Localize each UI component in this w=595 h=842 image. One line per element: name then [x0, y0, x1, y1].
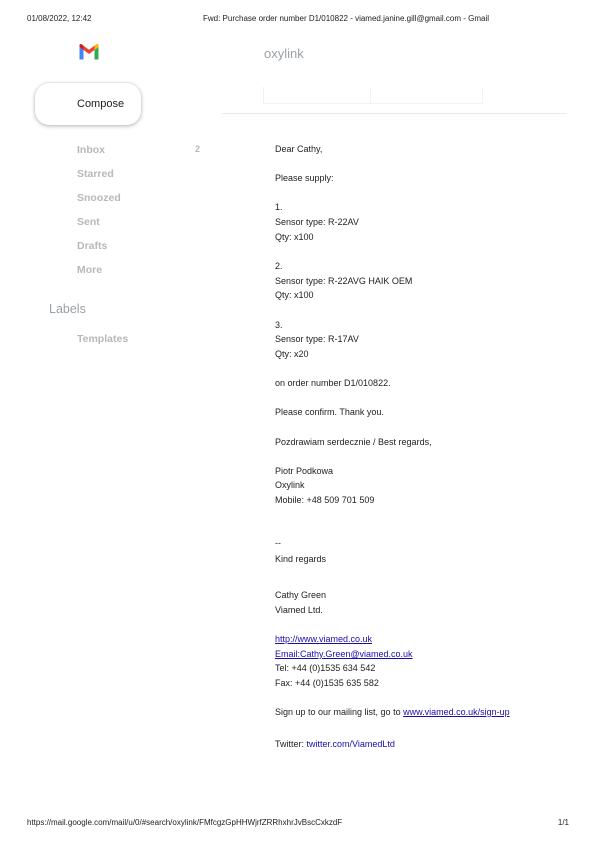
order-line: on order number D1/010822.	[275, 378, 391, 388]
sidebar-item-starred[interactable]: Starred	[77, 168, 114, 180]
sidebar-item-sent[interactable]: Sent	[77, 216, 100, 228]
sidebar-item-drafts[interactable]: Drafts	[77, 240, 108, 252]
print-page-title: Fwd: Purchase order number D1/010822 - viamed.janine.gill@gmail.com - Gmail	[203, 14, 490, 23]
closing-line: Pozdrawiam serdecznie / Best regards,	[275, 437, 432, 447]
signature-separator: --	[275, 538, 281, 548]
signup-link[interactable]: www.viamed.co.uk/sign-up	[403, 707, 510, 717]
sidebar-item-more[interactable]: More	[77, 264, 103, 276]
website-link[interactable]: http://www.viamed.co.uk	[275, 634, 373, 644]
print-url: https://mail.google.com/mail/u/0/#search/oxylink/FMfcgzGpHHWjrfZRRhxhrJvBscCxkzdF	[27, 818, 343, 827]
item-number: 2.	[275, 261, 283, 271]
twitter-label: Twitter:	[275, 739, 307, 747]
kind-regards: Kind regards	[275, 554, 327, 564]
item-sensor: Sensor type: R-22AV	[275, 217, 359, 227]
item-qty: Qty: x20	[275, 349, 309, 359]
sender-name: Piotr Podkowa	[275, 466, 334, 476]
item-sensor: Sensor type: R-17AV	[275, 334, 359, 344]
sidebar-item-inbox[interactable]: Inbox	[77, 144, 105, 156]
signature-fax: Fax: +44 (0)1535 635 582	[275, 678, 379, 688]
signature-tel: Tel: +44 (0)1535 634 542	[275, 663, 376, 673]
toolbar-segment[interactable]	[263, 87, 371, 104]
print-page-number: 1/1	[557, 818, 569, 827]
content-clip	[270, 737, 590, 747]
header-divider	[222, 113, 567, 114]
greeting: Dear Cathy,	[275, 144, 323, 154]
signature-company: Viamed Ltd.	[275, 605, 323, 615]
sidebar-label-templates[interactable]: Templates	[77, 333, 129, 345]
mailing-list-text: Sign up to our mailing list, go to	[275, 707, 404, 717]
compose-button[interactable]: Compose	[35, 83, 141, 125]
twitter-link[interactable]: twitter.com/ViamedLtd	[306, 739, 395, 747]
item-qty: Qty: x100	[275, 232, 314, 242]
twitter-line	[275, 739, 395, 747]
item-sensor: Sensor type: R-22AVG HAIK OEM	[275, 276, 413, 286]
item-number: 1.	[275, 202, 283, 212]
intro-line: Please supply:	[275, 173, 334, 183]
toolbar-segment[interactable]	[370, 87, 483, 104]
sidebar-item-snoozed[interactable]: Snoozed	[77, 192, 121, 204]
sender-company: Oxylink	[275, 480, 305, 490]
gmail-logo-icon[interactable]	[78, 43, 100, 61]
print-datetime: 01/08/2022, 12:42	[27, 14, 92, 23]
mailing-list-line	[275, 707, 510, 718]
email-link[interactable]: Email:Cathy.Green@viamed.co.uk	[275, 649, 413, 659]
item-qty: Qty: x100	[275, 290, 314, 300]
item-number: 3.	[275, 320, 283, 330]
confirm-line: Please confirm. Thank you.	[275, 407, 384, 417]
signature-name: Cathy Green	[275, 590, 327, 600]
search-input[interactable]: oxylink	[264, 46, 304, 61]
inbox-unread-count: 2	[195, 144, 201, 154]
labels-heading: Labels	[49, 302, 86, 316]
sender-mobile: Mobile: +48 509 701 509	[275, 495, 375, 505]
